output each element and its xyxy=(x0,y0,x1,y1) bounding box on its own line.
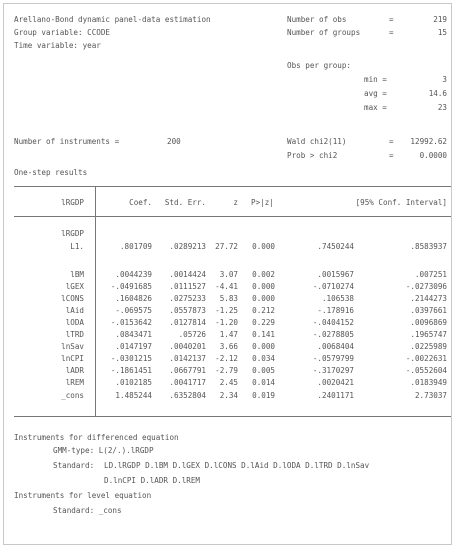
row-ci-low: -.0579799 xyxy=(312,354,354,363)
row-ci-high: .0096869 xyxy=(410,318,447,327)
table-bottom-rule xyxy=(14,416,451,417)
row-ci-high: -.0273096 xyxy=(405,282,447,291)
row-se: .0111527 xyxy=(169,282,206,291)
row-coef: -.069575 xyxy=(115,306,152,315)
row-ci-high: .007251 xyxy=(414,270,447,279)
avg-label: avg = xyxy=(364,89,387,98)
row-name: _cons xyxy=(61,391,84,400)
row-se: .6352804 xyxy=(169,391,206,400)
group-label: lRGDP xyxy=(61,229,84,238)
row-ci-high: .0225989 xyxy=(410,342,447,351)
row-p: 0.000 xyxy=(252,294,275,303)
prob-eq: = xyxy=(389,151,394,160)
wald-value: 12992.62 xyxy=(410,137,447,146)
nobs-value: 219 xyxy=(433,15,447,24)
table-top-rule xyxy=(14,186,451,187)
row-ci-high: .8583937 xyxy=(410,242,447,251)
row-ci-low: .7450244 xyxy=(317,242,354,251)
row-se: .0275233 xyxy=(169,294,206,303)
row-p: 0.000 xyxy=(252,242,275,251)
row-name: lCONS xyxy=(61,294,84,303)
row-z: -4.41 xyxy=(215,282,238,291)
row-se: .0040201 xyxy=(169,342,206,351)
row-z: 27.72 xyxy=(215,242,238,251)
row-p: 0.000 xyxy=(252,282,275,291)
instruments-diff-title: Instruments for differenced equation xyxy=(14,433,179,442)
row-name: lnCPI xyxy=(61,354,84,363)
row-ci-low: .0068404 xyxy=(317,342,354,351)
row-ci-low: .0015967 xyxy=(317,270,354,279)
row-ci-high: 2.73037 xyxy=(414,391,447,400)
col-p-header: P>|z| xyxy=(251,198,274,207)
ngroups-label: Number of groups xyxy=(287,28,361,37)
row-z: 3.07 xyxy=(219,270,238,279)
max-label: max = xyxy=(364,103,387,112)
depvar-header: lRGDP xyxy=(61,198,84,207)
row-name: lREM xyxy=(65,378,84,387)
nobs-eq: = xyxy=(389,15,394,24)
row-coef: -.0491685 xyxy=(110,282,152,291)
instruments-level-title: Instruments for level equation xyxy=(14,491,152,500)
row-coef: .0147197 xyxy=(115,342,152,351)
min-value: 3 xyxy=(442,75,447,84)
row-name: lADR xyxy=(65,366,84,375)
results-label: One-step results xyxy=(14,168,88,177)
prob-label: Prob > chi2 xyxy=(287,151,338,160)
wald-label: Wald chi2(11) xyxy=(287,137,347,146)
col-se-header: Std. Err. xyxy=(164,198,206,207)
row-p: 0.141 xyxy=(252,330,275,339)
row-ci-low: -.3170297 xyxy=(312,366,354,375)
row-p: 0.002 xyxy=(252,270,275,279)
estimation-title: Arellano-Bond dynamic panel-data estimation xyxy=(14,15,211,24)
row-coef: .1604826 xyxy=(115,294,152,303)
n-instruments-value: 200 xyxy=(167,137,181,146)
row-ci-high: -.0022631 xyxy=(405,354,447,363)
row-ci-low: .106538 xyxy=(321,294,354,303)
row-name: lAid xyxy=(65,306,84,315)
row-z: -1.25 xyxy=(215,306,238,315)
row-ci-low: .2401171 xyxy=(317,391,354,400)
row-name: lBM xyxy=(70,270,84,279)
row-se: .0667791 xyxy=(169,366,206,375)
row-se: .0289213 xyxy=(169,242,206,251)
row-coef: .0102185 xyxy=(115,378,152,387)
min-label: min = xyxy=(364,75,387,84)
obs-per-group-label: Obs per group: xyxy=(287,61,352,70)
row-p: 0.005 xyxy=(252,366,275,375)
row-p: 0.014 xyxy=(252,378,275,387)
row-ci-high: .0183949 xyxy=(410,378,447,387)
instruments-gmm: GMM-type: L(2/.).lRGDP xyxy=(53,446,154,455)
avg-value: 14.6 xyxy=(428,89,447,98)
row-se: .0127814 xyxy=(169,318,206,327)
col-z-header: z xyxy=(233,198,238,207)
prob-value: 0.0000 xyxy=(419,151,447,160)
wald-eq: = xyxy=(389,137,394,146)
row-coef: -.0153642 xyxy=(110,318,152,327)
instruments-std-line1: LD.lRGDP D.lBM D.lGEX D.lCONS D.lAid D.lODA D.lTRD D.lnSav xyxy=(104,461,370,470)
row-ci-low: -.178916 xyxy=(317,306,354,315)
group-variable: Group variable: CCODE xyxy=(14,28,111,37)
row-ci-high: .0397661 xyxy=(410,306,447,315)
row-coef: 1.485244 xyxy=(115,391,152,400)
stata-output-panel xyxy=(3,3,452,545)
row-ci-low: .0020421 xyxy=(317,378,354,387)
time-variable: Time variable: year xyxy=(14,41,101,50)
row-coef: -.0301215 xyxy=(110,354,152,363)
row-z: 5.83 xyxy=(219,294,238,303)
row-ci-low: -.0278805 xyxy=(312,330,354,339)
row-z: -1.20 xyxy=(215,318,238,327)
row-se: .0014424 xyxy=(169,270,206,279)
col-ci-header: [95% Conf. Interval] xyxy=(355,198,447,207)
row-z: 2.45 xyxy=(219,378,238,387)
row-coef: .0843471 xyxy=(115,330,152,339)
row-coef: .0044239 xyxy=(115,270,152,279)
row-ci-low: -.0710274 xyxy=(312,282,354,291)
row-ci-low: -.0404152 xyxy=(312,318,354,327)
n-instruments-label: Number of instruments = xyxy=(14,137,120,146)
row-se: .0041717 xyxy=(169,378,206,387)
instruments-std-label: Standard: xyxy=(53,461,95,470)
row-p: 0.229 xyxy=(252,318,275,327)
row-z: 3.66 xyxy=(219,342,238,351)
row-z: -2.12 xyxy=(215,354,238,363)
row-name: lGEX xyxy=(65,282,84,291)
table-header-rule xyxy=(14,216,451,217)
col-coef-header: Coef. xyxy=(129,198,152,207)
row-name: lnSav xyxy=(61,342,84,351)
row-z: 2.34 xyxy=(219,391,238,400)
row-name: lODA xyxy=(65,318,84,327)
row-name: lTRD xyxy=(65,330,84,339)
ngroups-eq: = xyxy=(389,28,394,37)
instruments-level-std: Standard: _cons xyxy=(53,506,122,515)
row-p: 0.034 xyxy=(252,354,275,363)
row-coef: -.1861451 xyxy=(110,366,152,375)
row-se: .0557873 xyxy=(169,306,206,315)
row-ci-high: .1965747 xyxy=(410,330,447,339)
row-p: 0.019 xyxy=(252,391,275,400)
nobs-label: Number of obs xyxy=(287,15,347,24)
row-ci-high: .2144273 xyxy=(410,294,447,303)
row-coef: .801709 xyxy=(119,242,152,251)
row-p: 0.000 xyxy=(252,342,275,351)
row-p: 0.212 xyxy=(252,306,275,315)
row-z: 1.47 xyxy=(219,330,238,339)
row-se: .0142137 xyxy=(169,354,206,363)
row-z: -2.79 xyxy=(215,366,238,375)
row-name: L1. xyxy=(70,242,84,251)
row-se: .05726 xyxy=(178,330,206,339)
ngroups-value: 15 xyxy=(437,28,447,37)
row-ci-high: -.0552604 xyxy=(405,366,447,375)
instruments-std-line2: D.lnCPI D.lADR D.lREM xyxy=(104,476,201,485)
table-divider xyxy=(95,186,96,417)
max-value: 23 xyxy=(437,103,447,112)
